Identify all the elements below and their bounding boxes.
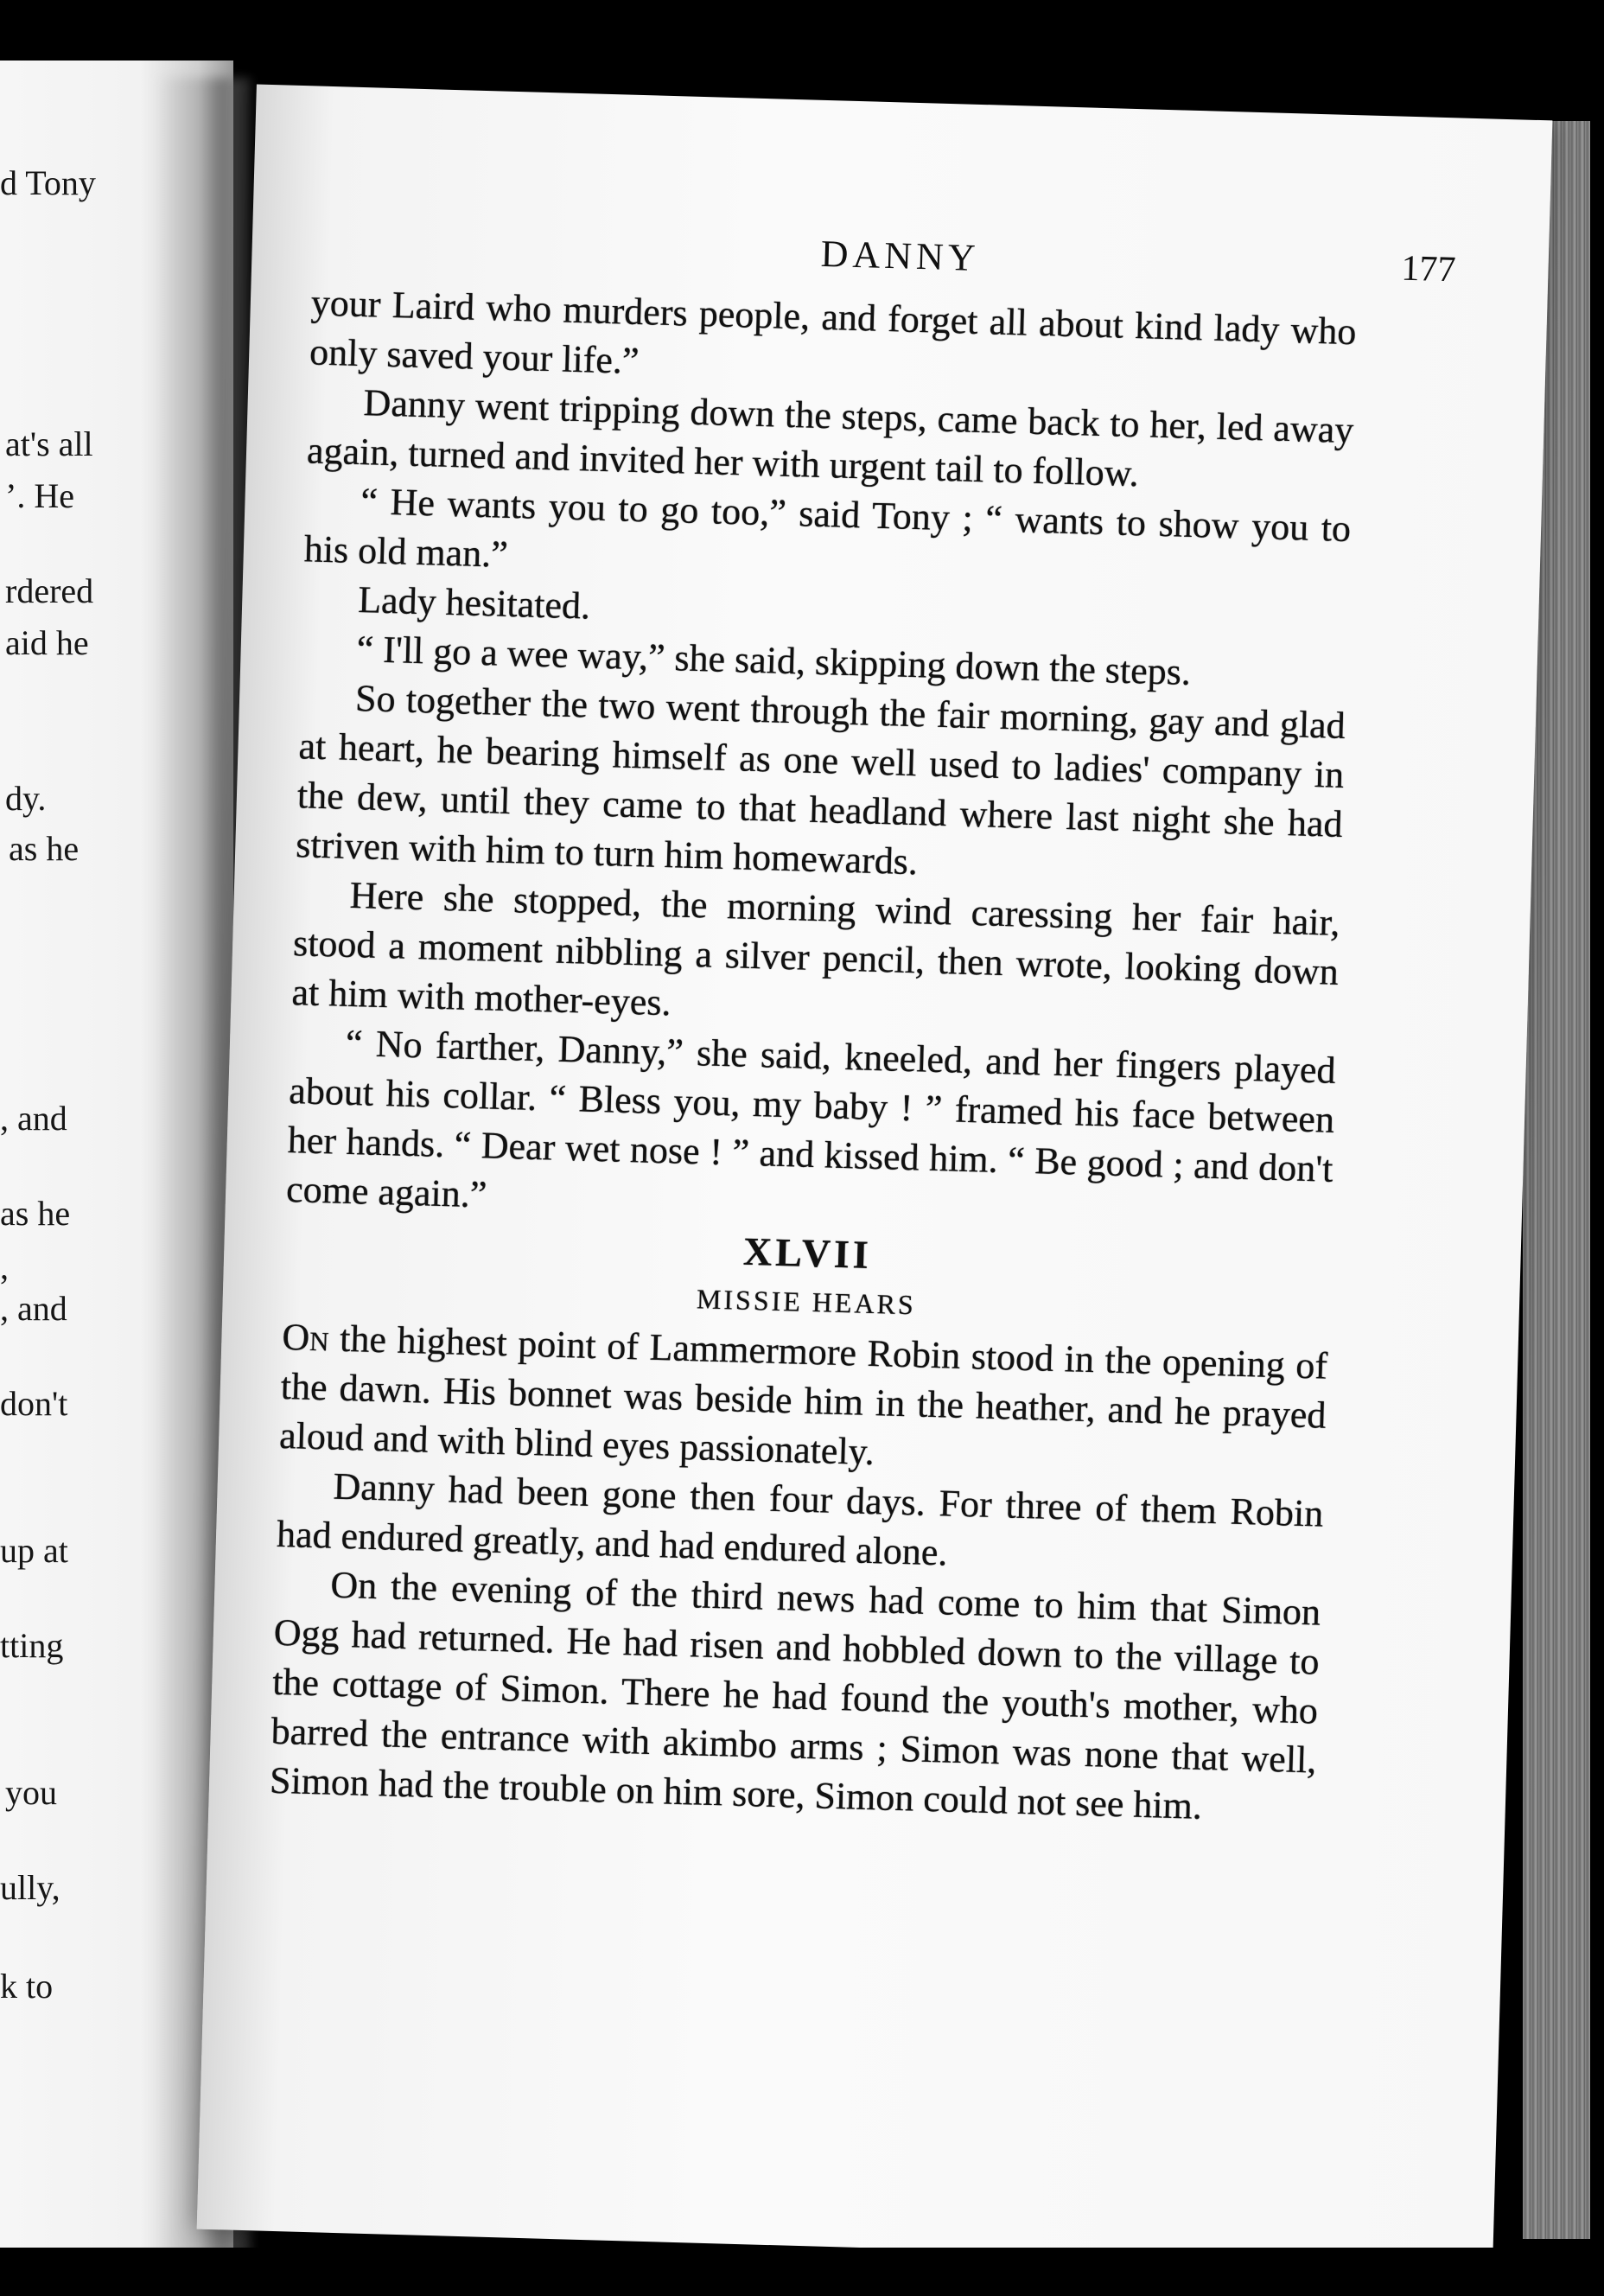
- paragraph: So together the two went through the fair morning, gay and glad at heart, he bearing himself as one well used to ladies' company in the dew, until they came to that headland where last night she had striven with him to turn him homewards.: [295, 677, 1346, 883]
- scan-border-bottom: [0, 2248, 1604, 2296]
- paragraph: Danny had been gone then four days. For three of them Robin had endured greatly, and had endured alone.: [276, 1464, 1324, 1574]
- paragraph: Lady hesitated.: [357, 578, 591, 628]
- facing-page-fragment: , and: [0, 1099, 67, 1138]
- paragraph: On the evening of the third news had come to him that Simon Ogg had returned. He had risen and hobbled down to the village to the cottage of Simon. There he had found the youth's mother, who barred the entrance with akimbo arms ; Simon was none that well, Simon had the trouble on him sore, Simon could not see him.: [269, 1563, 1321, 1827]
- facing-page-fragment: don't: [0, 1384, 68, 1423]
- facing-page-fragment: ully,: [0, 1868, 60, 1907]
- paragraph: Here she stopped, the morning wind caressing her fair hair, stood a moment nibbling a silver pencil, then wrote, looking down at him with mother-eyes.: [290, 873, 1341, 1024]
- facing-page-fragment: as he: [0, 1194, 71, 1233]
- facing-page-fragment: ,: [0, 1247, 9, 1286]
- facing-page-fragment: you: [5, 1773, 57, 1812]
- running-head: DANNY: [820, 232, 981, 279]
- facing-page-fragment: tting: [0, 1626, 64, 1665]
- chapter-opening-paragraph: [279, 1312, 1328, 1489]
- paragraph: Danny went tripping down the steps, came back to her, led away again, turned and invited her with urgent tail to follow.: [306, 381, 1354, 495]
- chapter-first-word: On: [281, 1315, 330, 1360]
- book-page: [197, 85, 1553, 2266]
- facing-page-fragment: aid he: [5, 623, 89, 662]
- facing-page-fragment: rdered: [5, 571, 94, 610]
- scan-border-right: [1590, 0, 1604, 2296]
- facing-page-fragment: , and: [0, 1289, 67, 1328]
- paragraph: “ No farther, Danny,” she said, kneeled, and her fingers played about his collar. “ Bless you, my baby ! ” framed his face between her hands. “ Dear wet nose ! ” and kissed him. “ Be good ; and don't come again.”: [285, 1021, 1337, 1216]
- facing-page-fragment: up at: [0, 1531, 68, 1570]
- facing-page-fragment: ’. He: [5, 476, 74, 515]
- chapter-number: XLVII: [742, 1228, 873, 1277]
- paragraph: your Laird who murders people, and forget all about kind lady who only saved your life.”: [309, 281, 1358, 383]
- chapter-opening-text: the highest point of Lammermore Robin stood in the opening of the dawn. His bonnet was beside him in the heather, and he prayed aloud and with blind eyes passionately.: [278, 1317, 1328, 1474]
- facing-page-fragment: d Tony: [0, 163, 96, 202]
- facing-page-fragment: as he: [9, 829, 80, 868]
- paragraph: “ I'll go a wee way,” she said, skipping down the steps.: [356, 628, 1192, 693]
- scan-border-top: [0, 0, 1604, 69]
- facing-page-fragment: k to: [0, 1967, 54, 2006]
- page-number: 177: [1400, 248, 1457, 290]
- paragraph: “ He wants you to go too,” said Tony ; “ wants to show you to his old man.”: [303, 480, 1352, 576]
- chapter-title: MISSIE HEARS: [696, 1283, 917, 1321]
- facing-page-fragment: at's all: [5, 424, 93, 463]
- facing-page-fragment: dy.: [5, 779, 47, 818]
- page-body: [269, 277, 1357, 1834]
